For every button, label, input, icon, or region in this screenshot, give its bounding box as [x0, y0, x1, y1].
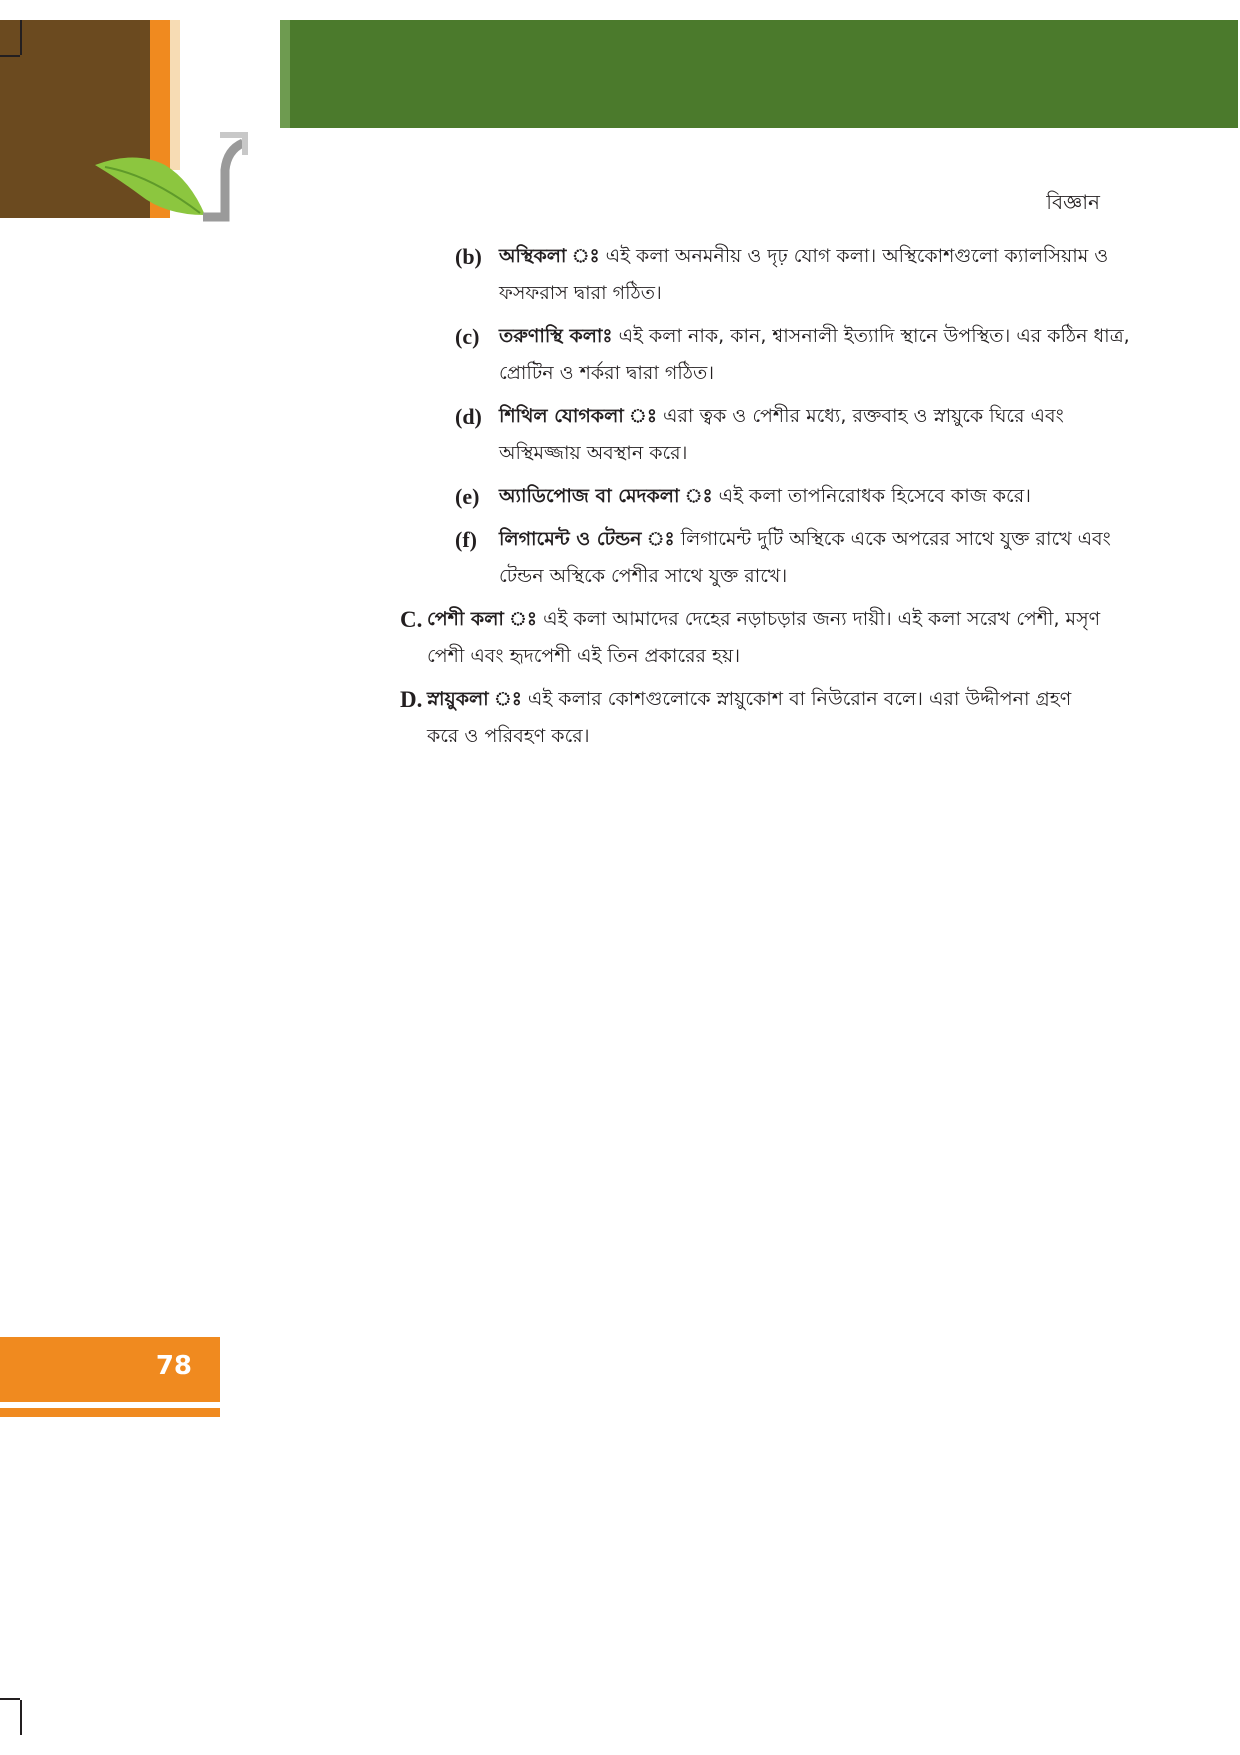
crop-mark-top-v: [20, 20, 22, 55]
header-green-edge: [280, 20, 290, 128]
item-text: এই কলা নাক, কান, শ্বাসনালী ইত্যাদি স্থানে উপস্থিত। এর কঠিন ধাত্র, প্রোটিন ও শর্করা দ্বারা গঠিত।: [499, 325, 1130, 384]
item-text: এই কলা তাপনিরোধক হিসেবে কাজ করে।: [712, 485, 1031, 507]
section-marker: C.: [400, 607, 423, 632]
item-term: অ্যাডিপোজ বা মেদকলা ঃ: [499, 485, 713, 507]
main-content: [400, 238, 1135, 761]
page-number: 78: [155, 1351, 192, 1381]
item-text: এরা ত্বক ও পেশীর মধ্যে, রক্তবাহ ও স্নায়ুকে ঘিরে এবং অস্থিমজ্জায় অবস্থান করে।: [499, 405, 1064, 464]
crop-mark-bottom-v: [20, 1700, 22, 1735]
item-term: শিথিল যোগকলা ঃ: [499, 405, 657, 427]
section-term: পেশী কলা ঃ: [427, 608, 538, 630]
section-term: স্নায়ুকলা ঃ: [427, 688, 522, 710]
item-term: অস্থিকলা ঃ: [499, 245, 600, 267]
section-text: এই কলার কোশগুলোকে স্নায়ুকোশ বা নিউরোন বলে। এরা উদ্দীপনা গ্রহণ করে ও পরিবহণ করে।: [427, 688, 1072, 747]
item-marker: (e): [455, 484, 480, 509]
item-marker: (b): [455, 244, 482, 269]
list-item: [425, 238, 1135, 312]
item-text: লিগামেন্ট দুটি অস্থিকে একে অপরের সাথে যুক্ত রাখে এবং টেন্ডন অস্থিকে পেশীর সাথে যুক্ত রাখে।: [499, 528, 1111, 587]
running-header-subject: বিজ্ঞান: [1046, 190, 1100, 214]
item-term: লিগামেন্ট ও টেন্ডন ঃ: [499, 528, 675, 550]
header-green-banner: [280, 20, 1238, 128]
list-item: [425, 521, 1135, 595]
item-text: এই কলা অনমনীয় ও দৃঢ় যোগ কলা। অস্থিকোশগুলো ক্যালসিয়াম ও ফসফরাস দ্বারা গঠিত।: [499, 245, 1109, 304]
list-item: [425, 318, 1135, 392]
item-marker: (d): [455, 404, 482, 429]
leaf-sprout-icon: [95, 125, 255, 225]
page-number-underline: [0, 1408, 220, 1417]
list-item: [425, 478, 1135, 515]
item-term: তরুণাস্থি কলাঃ: [499, 325, 613, 347]
section-text: এই কলা আমাদের দেহের নড়াচড়ার জন্য দায়ী। এই কলা সরেখ পেশী, মসৃণ পেশী এবং হৃদপেশী এই তিন প্রকারের হয়।: [427, 608, 1101, 667]
list-item: [425, 398, 1135, 472]
section-marker: D.: [400, 687, 423, 712]
item-marker: (c): [455, 324, 480, 349]
crop-mark-top-h: [0, 55, 20, 57]
item-marker: (f): [455, 527, 477, 552]
section-muscle-tissue: [397, 601, 1107, 675]
crop-mark-bottom-h: [0, 1698, 20, 1700]
section-nervous-tissue: [397, 681, 1107, 755]
